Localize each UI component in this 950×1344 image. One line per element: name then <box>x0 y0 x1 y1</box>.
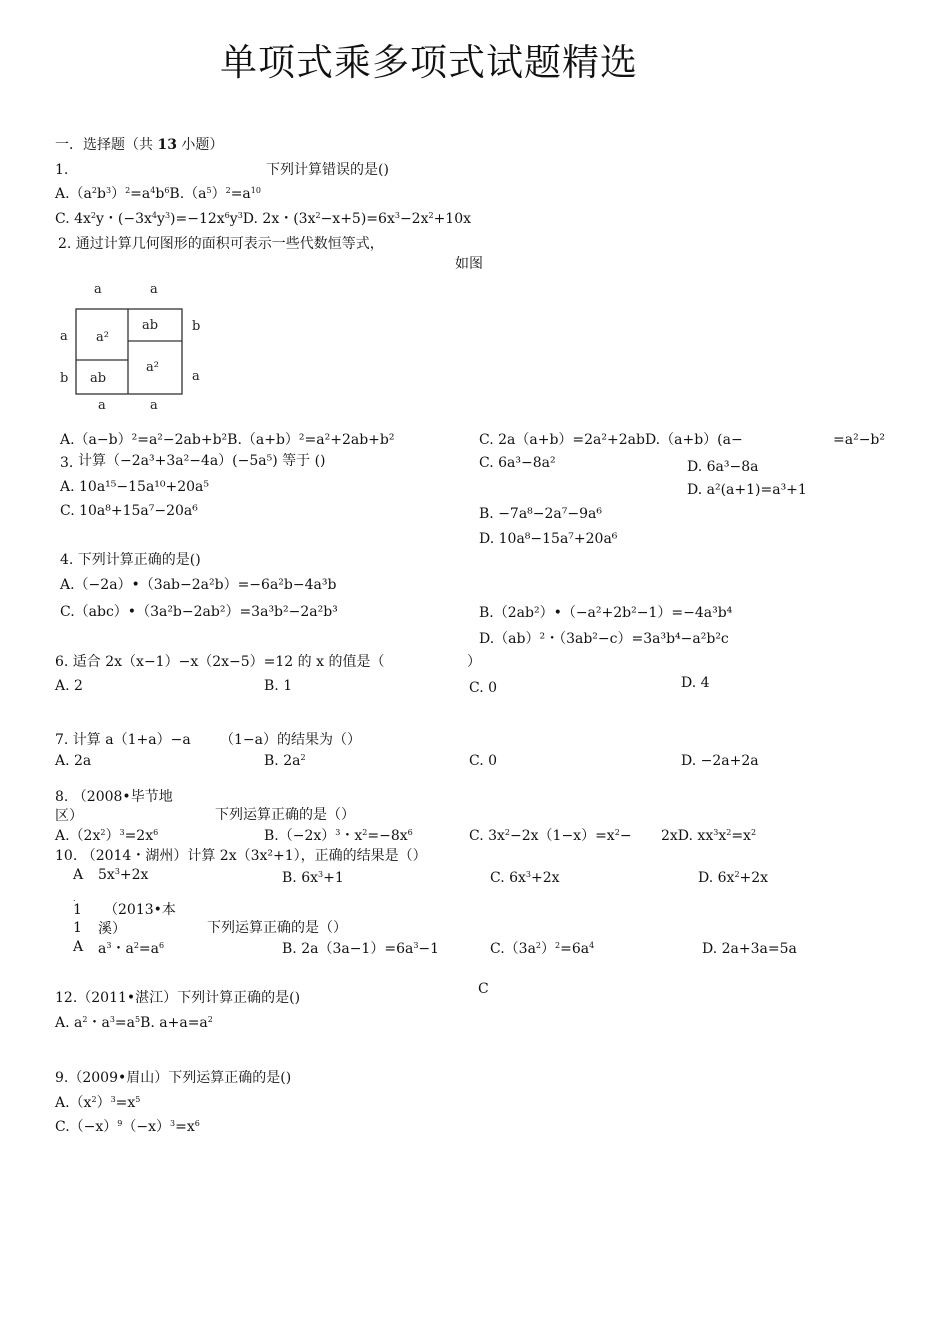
q8-source-line2: 区） <box>55 808 83 824</box>
q7-text-part1: 7. 计算 a（1+a）−a <box>55 732 191 748</box>
fig-top-label: a <box>150 282 158 297</box>
q12-text: 12.（2011•湛江）下列计算正确的是() <box>55 990 301 1006</box>
q11-stray-c: C <box>478 981 489 997</box>
q11-option-b: B. $2a(3a-1)=6a^3-1$ <box>282 941 440 957</box>
q3-option-c: C. 10a⁸+15a⁷−20a⁶ <box>60 503 198 519</box>
q3-option-b: B. −7a⁸−2a⁷−9a⁶ <box>479 506 602 522</box>
q2-option-d-clip <box>830 431 890 448</box>
q11-option-a-letter: A <box>73 939 84 955</box>
q6-text: 6. 适合 2x（x−1）−x（2x−5）=12 的 x 的值是（ <box>55 654 385 670</box>
q10-text: 10. （2014・湖州）计算 2x（3x²+1），正确的结果是（） <box>55 848 427 864</box>
q11-option-c: $C.(3a^2)^2=6a^4$ <box>490 941 595 957</box>
q2-option-a-clip <box>55 431 425 448</box>
q4-option-c: C.（abc）•（3a²b−2ab²）=3a³b²−2a²b³ <box>60 604 338 620</box>
q1-options-cd: C. $4x^2y$・$(-3x^4y^3)=-12x^6y^3D$. 2x・$(3x^2-x+5)=6x^3-2x^2+10x$ <box>55 211 472 227</box>
q6-option-a: A. 2 <box>55 678 83 694</box>
q8-option-b: $B.(-2x)^3$・$x^2=-8x^6$ <box>264 828 413 844</box>
q10-option-a: $5x^3+2x$ <box>98 867 149 883</box>
q6-option-b: B. 1 <box>264 678 293 694</box>
fig-cell-a-squared: a² <box>96 330 109 345</box>
q3-stray-d2: D. a²(a+1)=a³+1 <box>687 482 807 498</box>
q11-source-line1: （2013•本 <box>104 902 176 918</box>
q2-figure-caption: 如图 <box>455 256 483 272</box>
page-title: 单项式乘多项式试题精选 <box>220 41 638 84</box>
q4-option-b: B.（2ab²）•（−a²+2b²−1）=−4a³b⁴ <box>479 605 733 621</box>
section-count: 13 <box>157 137 177 153</box>
q3-option-a: A. 10a¹⁵−15a¹⁰+20a⁵ <box>60 479 210 495</box>
q11-number-part1: 1 <box>73 902 82 918</box>
q11-text: 下列运算正确的是（） <box>207 920 347 936</box>
fig-bottom-label: a <box>98 398 106 413</box>
q1-text: 下列计算错误的是() <box>266 162 389 178</box>
fig-left-label: a <box>60 329 68 344</box>
q3-option-d: D. 10a⁸−15a⁷+20a⁶ <box>479 531 618 547</box>
q8-option-d: 2xD. $xx^3x^2=x^2$ <box>661 828 757 844</box>
fig-right-label: a <box>192 369 200 384</box>
q11-stray-clip <box>476 981 496 997</box>
q10-option-b: B. $6x^3+1$ <box>282 870 344 886</box>
q2-option-c-clip <box>476 431 743 448</box>
q7-text-part2: （1−a）的结果为（） <box>220 732 361 748</box>
q1-option-c-prefix: C. 4x <box>55 211 91 227</box>
q4-option-c-clip <box>57 603 357 620</box>
q8-option-a: $A.(2x^2)^3=2x^6$ <box>55 828 159 844</box>
area-figure <box>54 279 214 411</box>
q8-text: 下列运算正确的是（） <box>215 807 355 823</box>
section-suffix: 小题） <box>176 137 224 153</box>
q7-option-c: C. 0 <box>469 753 498 769</box>
q2-caption-clip <box>455 255 495 272</box>
fig-right-label: b <box>192 319 201 334</box>
q1-options-ab: $A.(a^2b^3)^2=a^4b^6B.(a^5)^2=a^{10}$ <box>55 186 261 202</box>
q6-option-d: D. 4 <box>681 675 710 691</box>
q9-option-a: $A.(x^2)^3=x^5$ <box>55 1095 141 1111</box>
q4-option-d-clip <box>476 630 736 647</box>
q3-stray-d1: D. 6a³−8a <box>687 459 759 475</box>
q3-stray-d2-clip <box>684 480 824 498</box>
q2-text: 2. 通过计算几何图形的面积可表示一些代数恒等式， <box>58 236 384 252</box>
q10-option-c: C. $6x^3+2x$ <box>490 870 560 886</box>
q3-text: 计算（−2a³+3a²−4a）(−5a⁵) 等于 () <box>78 453 326 469</box>
q9-option-c: $C.(-x)^9(-x)^3=x^6$ <box>55 1119 200 1135</box>
q8-source-line1: 8. （2008•毕节地 <box>55 789 173 805</box>
q2-option-ab: A.（a−b）²=a²−2ab+b²B.（a+b）²=a²+2ab+b² <box>60 432 395 448</box>
q3-stray-c: C. 6a³−8a² <box>479 455 556 471</box>
q4-text: 4. 下列计算正确的是() <box>60 552 201 568</box>
q3-stray-number: 3. <box>60 455 74 471</box>
fig-cell-ab: ab <box>90 371 107 386</box>
q4-option-a: A.（−2a）•（3ab−2a²b）=−6a²b−4a³b <box>60 577 337 593</box>
q8-option-c: C. $3x^2-2x(1-x)=x^2-$ <box>469 828 632 844</box>
q2-option-d-right: =a²−b² <box>833 432 885 448</box>
q6-option-c: C. 0 <box>469 680 498 696</box>
section-header <box>55 138 223 152</box>
q11-number-part2: 1 <box>73 920 82 936</box>
q1-number: 1. <box>55 162 69 178</box>
q10-option-a-letter: A <box>73 867 84 883</box>
section-prefix: 一．选择题（共 <box>55 137 158 153</box>
q11-source-line2: 溪） <box>98 921 126 937</box>
q3-stray-d1-clip <box>684 457 804 475</box>
q11-option-a: $a^3$・$a^2=a^6$ <box>98 941 165 957</box>
q3-stray-c-clip <box>476 453 596 471</box>
q7-option-a: A. 2a <box>55 753 92 769</box>
fig-left-label: b <box>60 371 69 386</box>
fig-bottom-label: a <box>150 398 158 413</box>
q6-close-paren: ） <box>467 654 481 670</box>
q11-option-d: D. 2a+3a=5a <box>702 941 797 957</box>
q1-option-a-prefix: A.（a <box>55 186 92 202</box>
q3-option-d-clip <box>476 530 636 547</box>
q11-dot: . <box>73 894 76 903</box>
q4-option-d: D.（ab）²・（3ab²−c）=3a³b⁴−a²b²c <box>479 631 729 647</box>
q10-option-d: D. $6x^2+2x$ <box>698 870 769 886</box>
q12-options-ab: A. $a^2$・$a^3=a^5B$. $a+a=a^2$ <box>55 1015 213 1031</box>
fig-cell-ab: ab <box>142 318 159 333</box>
q7-option-d: D. −2a+2a <box>681 753 759 769</box>
q7-option-b: B. $2a^2$ <box>264 753 306 769</box>
q2-text-clip <box>55 234 475 252</box>
fig-cell-a-squared: a² <box>146 360 159 375</box>
fig-top-label: a <box>94 282 102 297</box>
q9-text: 9.（2009•眉山）下列运算正确的是() <box>55 1070 292 1086</box>
q2-option-cd: C. 2a（a+b）=2a²+2abD.（a+b）(a− <box>479 432 743 448</box>
